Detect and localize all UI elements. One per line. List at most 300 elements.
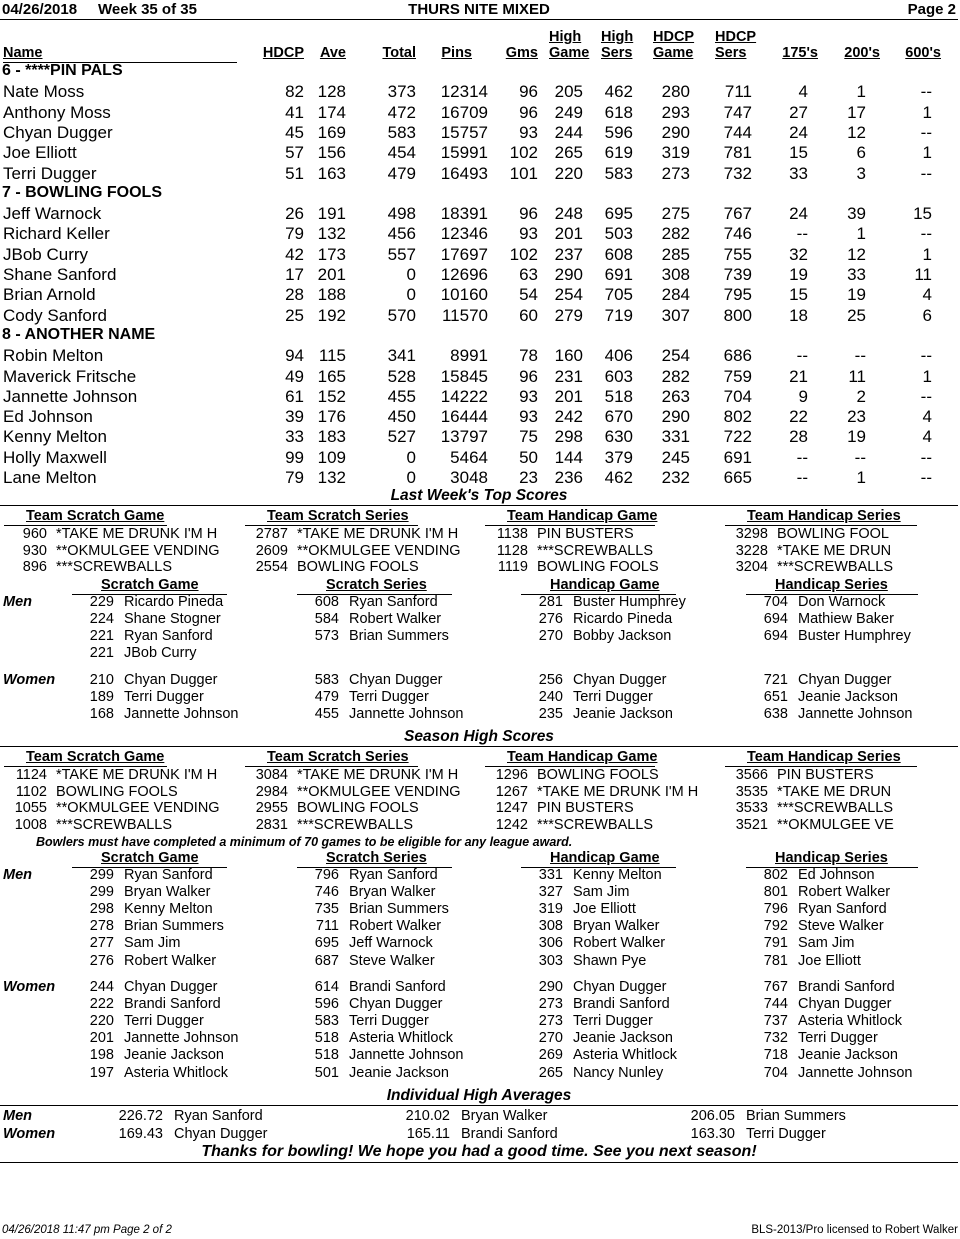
individual-score-item [297, 996, 512, 1013]
bowler-name: Chyan Dugger [124, 979, 218, 995]
col-high-sers: High Sers [601, 29, 634, 61]
bowler-name: Shawn Pye [573, 952, 647, 969]
hdcp: 82 [285, 82, 304, 101]
team-name: **OKMULGEE VENDING [297, 542, 461, 559]
individual-score-item [297, 867, 512, 884]
hdcp: 79 [285, 224, 304, 243]
col-gms: Gms [505, 45, 538, 61]
bowler-name: Asteria Whitlock [349, 1030, 453, 1047]
ave: 176 [317, 407, 346, 426]
c175: 32 [789, 245, 808, 264]
team-name: *TAKE ME DRUNK I'M H [297, 767, 459, 783]
bowler-name: Buster Humphrey [573, 594, 686, 610]
bowler-name: Brian Summers [349, 628, 449, 645]
individual-score-item [72, 672, 287, 689]
ave: 173 [317, 245, 346, 264]
league-title: THURS NITE MIXED [408, 1, 550, 18]
bowler-row [0, 143, 958, 163]
team-score: 1247 [495, 800, 528, 817]
individual-score-item [521, 918, 736, 935]
team-score: 2955 [255, 800, 288, 817]
individual-score-item [746, 611, 960, 628]
ave: 192 [317, 306, 346, 325]
score: 210 [89, 672, 114, 688]
score: 240 [538, 689, 563, 706]
c600: -- [920, 468, 932, 487]
pins: 16493 [440, 164, 488, 183]
high-game: 254 [554, 285, 583, 304]
individual-score-item [521, 611, 736, 628]
bowler-name: Steve Walker [349, 952, 435, 969]
individual-score-item [746, 918, 960, 935]
col-name: Name [3, 45, 43, 61]
hdcp: 26 [285, 204, 304, 223]
c175: 24 [789, 204, 808, 223]
team-name: ***SCREWBALLS [537, 817, 654, 834]
high-game: 160 [554, 346, 583, 365]
ave: 152 [317, 387, 346, 406]
bowler-name: Robert Walker [349, 918, 442, 935]
bowler-name: Brian Summers [746, 1108, 846, 1124]
bowler-name: Nancy Nunley [573, 1064, 664, 1081]
c200: 6 [856, 143, 866, 162]
team-category-title: Team Handicap Series [747, 749, 901, 765]
individual-score-item [72, 1047, 287, 1064]
team-score: 3566 [735, 767, 768, 783]
c200: 3 [856, 164, 866, 183]
individual-score-item [521, 1013, 736, 1030]
high-sers: 695 [604, 204, 633, 223]
score: 608 [314, 594, 339, 610]
team-name: 6 - ****PIN PALS [2, 62, 123, 79]
c200: 1 [856, 82, 866, 101]
ave: 128 [317, 82, 346, 101]
individual-score-item [746, 594, 960, 611]
score: 791 [763, 935, 788, 952]
total: 0 [406, 468, 416, 487]
col-600s: 600's [905, 45, 941, 61]
score: 501 [314, 1064, 339, 1081]
hdcp-sers: 755 [723, 245, 752, 264]
individual-score-item [746, 628, 960, 645]
individual-score-item [746, 1013, 960, 1030]
score: 767 [763, 979, 788, 995]
score: 220 [89, 1013, 114, 1030]
hdcp-game: 331 [661, 427, 690, 446]
bowler-row [0, 204, 958, 224]
bowler-row [0, 367, 958, 387]
bowler-name: Terri Dugger [3, 164, 97, 183]
bowler-name: Ryan Sanford [798, 901, 887, 918]
hdcp-game: 263 [661, 387, 690, 406]
individual-score-item [746, 672, 960, 689]
bowler-name: Sam Jim [124, 935, 181, 952]
team-name: **OKMULGEE VENDING [56, 800, 220, 817]
c600: -- [920, 448, 932, 467]
bowler-name: Joe Elliott [798, 952, 861, 969]
hdcp-sers: 691 [723, 448, 752, 467]
score: 303 [538, 952, 563, 969]
individual-category-title: Scratch Game [101, 577, 199, 593]
team-score-item [725, 800, 960, 817]
pins: 15991 [440, 143, 488, 162]
score: 277 [89, 935, 114, 952]
pins: 13797 [440, 427, 488, 446]
score: 331 [538, 867, 563, 883]
hdcp-sers: 767 [723, 204, 752, 223]
score: 651 [763, 689, 788, 706]
score: 704 [763, 1064, 788, 1081]
hdcp-game: 319 [661, 143, 690, 162]
score: 221 [89, 645, 114, 662]
bowler-name: Mathiew Baker [798, 611, 894, 628]
gms: 102 [509, 143, 538, 162]
score: 781 [763, 952, 788, 969]
pins: 14222 [440, 387, 488, 406]
last-week-title: Last Week's Top Scores [390, 487, 568, 504]
bowler-name: Chyan Dugger [3, 123, 113, 142]
bowler-name: Kenny Melton [124, 901, 213, 918]
individual-score-item [746, 901, 960, 918]
individual-score-item [72, 1030, 287, 1047]
high-sers: 503 [604, 224, 633, 243]
individual-score-item [72, 996, 287, 1013]
individual-score-item [72, 645, 287, 662]
c200: 11 [848, 367, 866, 386]
bowler-name: Brandi Sanford [124, 996, 221, 1013]
pins: 8991 [450, 346, 488, 365]
score: 276 [538, 611, 563, 628]
team-name: BOWLING FOOL [777, 526, 889, 542]
score: 256 [538, 672, 563, 688]
hdcp-game: 290 [661, 407, 690, 426]
bowler-row [0, 103, 958, 123]
gms: 50 [519, 448, 538, 467]
individual-category-title: Handicap Game [550, 577, 660, 593]
individual-score-item [746, 935, 960, 952]
bowler-name: Jeff Warnock [349, 935, 433, 952]
team-score-item [485, 784, 720, 801]
team-name: *TAKE ME DRUN [777, 542, 892, 559]
bowler-name: Asteria Whitlock [798, 1013, 902, 1030]
score: 735 [314, 901, 339, 918]
high-game: 279 [554, 306, 583, 325]
individual-score-item [521, 594, 736, 611]
c200: 1 [856, 468, 866, 487]
high-sers: 583 [604, 164, 633, 183]
individual-score-item [72, 611, 287, 628]
hdcp-sers: 722 [723, 427, 752, 446]
score: 694 [763, 628, 788, 645]
score: 281 [538, 594, 563, 610]
last-week-rule [0, 505, 958, 506]
bowler-name: Holly Maxwell [3, 448, 107, 467]
individual-score-item [521, 1065, 736, 1082]
bowler-name: Kenny Melton [573, 867, 662, 883]
hdcp-sers: 739 [723, 265, 752, 284]
bowler-row [0, 245, 958, 265]
team-score: 1119 [497, 559, 528, 576]
hdcp: 42 [285, 245, 304, 264]
bowler-name: Brian Summers [349, 901, 449, 918]
individual-score-item [746, 996, 960, 1013]
individual-score-item [72, 935, 287, 952]
individual-score-item [521, 884, 736, 901]
bowler-name: Joe Elliott [573, 901, 636, 918]
bowler-row [0, 346, 958, 366]
individual-score-item [297, 935, 512, 952]
pins: 11570 [441, 306, 488, 325]
bowler-name: Jannette Johnson [3, 387, 138, 406]
high-game: 220 [554, 164, 583, 183]
bowler-row [0, 387, 958, 407]
total: 528 [387, 367, 416, 386]
men-label: Men [3, 867, 32, 883]
hdcp-game: 290 [661, 123, 690, 142]
total: 373 [387, 82, 416, 101]
ave: 115 [318, 346, 346, 365]
average-item [670, 1126, 940, 1143]
individual-score-item [72, 689, 287, 706]
high-game: 265 [554, 143, 583, 162]
high-game: 237 [554, 245, 583, 264]
bowler-name: Ryan Sanford [124, 867, 213, 883]
women-label: Women [3, 672, 56, 688]
team-name: PIN BUSTERS [537, 800, 634, 817]
team-score-item [245, 543, 480, 560]
bowler-name: Bryan Walker [349, 884, 436, 901]
ave: 109 [317, 448, 346, 467]
hdcp-sers: 711 [724, 82, 752, 101]
c200: 39 [847, 204, 866, 223]
team-name: BOWLING FOOLS [537, 559, 659, 576]
team-score: 2554 [255, 559, 288, 576]
total: 455 [387, 387, 416, 406]
score: 273 [538, 1013, 563, 1030]
col-total: Total [382, 45, 416, 61]
score: 737 [763, 1013, 788, 1030]
hdcp-game: 285 [661, 245, 690, 264]
gms: 75 [519, 427, 538, 446]
team-score: 3533 [735, 800, 768, 817]
high-sers: 518 [604, 387, 633, 406]
team-name: ***SCREWBALLS [777, 800, 894, 817]
women-label: Women [3, 1126, 56, 1142]
bowler-name: Jeanie Jackson [798, 689, 898, 706]
individual-score-item [297, 1030, 512, 1047]
bowler-name: Jeanie Jackson [573, 1030, 673, 1047]
total: 498 [387, 204, 416, 223]
col-hdcp: HDCP [262, 45, 304, 61]
score: 704 [763, 594, 788, 610]
c200: 25 [847, 306, 866, 325]
individual-category-title: Scratch Series [326, 577, 427, 593]
ave: 174 [317, 103, 346, 122]
high-sers: 596 [604, 123, 633, 142]
team-score: 1124 [15, 767, 47, 783]
c175: -- [796, 468, 808, 487]
individual-score-item [72, 1065, 287, 1082]
pins: 12346 [440, 224, 488, 243]
score: 718 [763, 1047, 788, 1064]
team-score-item [485, 559, 720, 576]
hdcp-game: 308 [661, 265, 690, 284]
individual-score-item [521, 1030, 736, 1047]
bowler-name: Bryan Walker [573, 918, 660, 935]
pins: 10160 [440, 285, 488, 304]
bowler-name: Terri Dugger [349, 1013, 429, 1030]
bowler-name: Jeanie Jackson [573, 706, 673, 723]
bowler-name: Jannette Johnson [124, 1030, 239, 1047]
bowler-name: Terri Dugger [573, 689, 653, 706]
hdcp: 39 [285, 407, 304, 426]
bowler-name: Jeff Warnock [3, 204, 102, 223]
high-game: 298 [554, 427, 583, 446]
hdcp-game: 282 [661, 367, 690, 386]
score: 711 [315, 918, 339, 935]
team-score-item [245, 817, 480, 834]
c175: 28 [789, 427, 808, 446]
c175: 9 [798, 387, 808, 406]
average-value: 163.30 [690, 1126, 735, 1142]
individual-score-item [72, 628, 287, 645]
c600: 15 [913, 204, 932, 223]
team-category-title: Team Scratch Series [267, 749, 409, 765]
team-score-item [725, 817, 960, 834]
ave: 165 [317, 367, 346, 386]
individual-score-item [746, 1065, 960, 1082]
team-category-title: Team Scratch Series [267, 508, 409, 524]
score: 479 [314, 689, 339, 706]
high-sers: 691 [604, 265, 633, 284]
team-score-item [245, 526, 480, 543]
team-score: 3084 [255, 767, 288, 783]
bowler-row [0, 164, 958, 184]
gms: 54 [519, 285, 538, 304]
bowler-name: Terri Dugger [573, 1013, 653, 1030]
team-name: 8 - ANOTHER NAME [2, 325, 156, 343]
team-name: *TAKE ME DRUNK I'M H [537, 783, 699, 800]
hdcp: 79 [285, 468, 304, 487]
score: 168 [89, 706, 114, 723]
individual-score-item [297, 884, 512, 901]
pins: 17697 [440, 245, 488, 264]
hdcp: 45 [285, 123, 304, 142]
score: 278 [89, 918, 114, 935]
season-rule [0, 746, 958, 747]
individual-score-item [746, 1047, 960, 1064]
average-item [385, 1108, 655, 1125]
team-score: 960 [22, 526, 47, 542]
hdcp-game: 275 [661, 204, 690, 223]
c175: 22 [789, 407, 808, 426]
ave: 169 [317, 123, 346, 142]
team-score-item [725, 543, 960, 560]
c200: 1 [856, 224, 866, 243]
average-value: 210.02 [405, 1108, 450, 1124]
gms: 101 [509, 164, 538, 183]
bowler-name: Asteria Whitlock [573, 1047, 677, 1064]
high-sers: 608 [604, 245, 633, 264]
team-score: 1102 [15, 783, 47, 800]
bowler-row [0, 265, 958, 285]
c175: 24 [789, 123, 808, 142]
team-name: **OKMULGEE VE [777, 817, 894, 834]
pins: 12314 [440, 82, 488, 101]
score: 198 [89, 1047, 114, 1064]
high-sers: 603 [604, 367, 633, 386]
team-score-item [4, 526, 239, 543]
score: 319 [538, 901, 563, 918]
team-name: BOWLING FOOLS [297, 800, 419, 817]
individual-score-item [72, 706, 287, 723]
hdcp-sers: 665 [723, 468, 752, 487]
team-score-item [485, 817, 720, 834]
score: 270 [538, 628, 563, 645]
hdcp-game: 282 [661, 224, 690, 243]
team-name: **OKMULGEE VENDING [56, 542, 220, 559]
score: 224 [89, 611, 114, 628]
bowler-row [0, 224, 958, 244]
high-sers: 619 [604, 143, 633, 162]
averages-rule [0, 1105, 958, 1106]
score: 518 [314, 1030, 339, 1047]
individual-score-item [297, 901, 512, 918]
hdcp-game: 284 [661, 285, 690, 304]
hdcp-sers: 744 [723, 123, 752, 142]
high-sers: 618 [604, 103, 633, 122]
total: 0 [406, 285, 416, 304]
high-sers: 406 [604, 346, 633, 365]
ave: 188 [317, 285, 346, 304]
bowler-row [0, 407, 958, 427]
bowler-name: Terri Dugger [349, 689, 429, 706]
team-name: *TAKE ME DRUNK I'M H [56, 767, 218, 783]
individual-score-item [521, 628, 736, 645]
report-date: 04/26/2018 [2, 1, 78, 18]
team-score: 2984 [255, 783, 288, 800]
col-175s: 175's [782, 45, 818, 61]
team-name: *TAKE ME DRUN [777, 783, 892, 800]
bowler-name: Ryan Sanford [174, 1108, 263, 1124]
individual-score-item [746, 689, 960, 706]
c175: 15 [789, 143, 808, 162]
high-game: 236 [554, 468, 583, 487]
hdcp: 61 [285, 387, 304, 406]
hdcp-game: 245 [661, 448, 690, 467]
team-score-item [4, 784, 239, 801]
c175: -- [796, 224, 808, 243]
bowler-name: Brian Arnold [3, 285, 96, 304]
bowler-name: Jannette Johnson [349, 706, 464, 723]
score: 455 [314, 706, 339, 723]
score: 796 [314, 867, 339, 883]
team-name: 7 - BOWLING FOOLS [2, 183, 162, 201]
score: 244 [89, 979, 114, 995]
gms: 63 [519, 265, 538, 284]
bowler-name: Cody Sanford [3, 306, 107, 325]
bowler-name: Chyan Dugger [573, 979, 667, 995]
bowler-name: Steve Walker [798, 918, 884, 935]
c200: -- [854, 346, 866, 365]
col-hdcp-sers: HDCP Sers [715, 29, 757, 61]
bowler-name: Jannette Johnson [798, 706, 913, 723]
average-value: 226.72 [118, 1108, 163, 1124]
bowler-name: Richard Keller [3, 224, 110, 243]
total: 0 [406, 448, 416, 467]
individual-score-item [297, 1047, 512, 1064]
individual-score-item [521, 953, 736, 970]
